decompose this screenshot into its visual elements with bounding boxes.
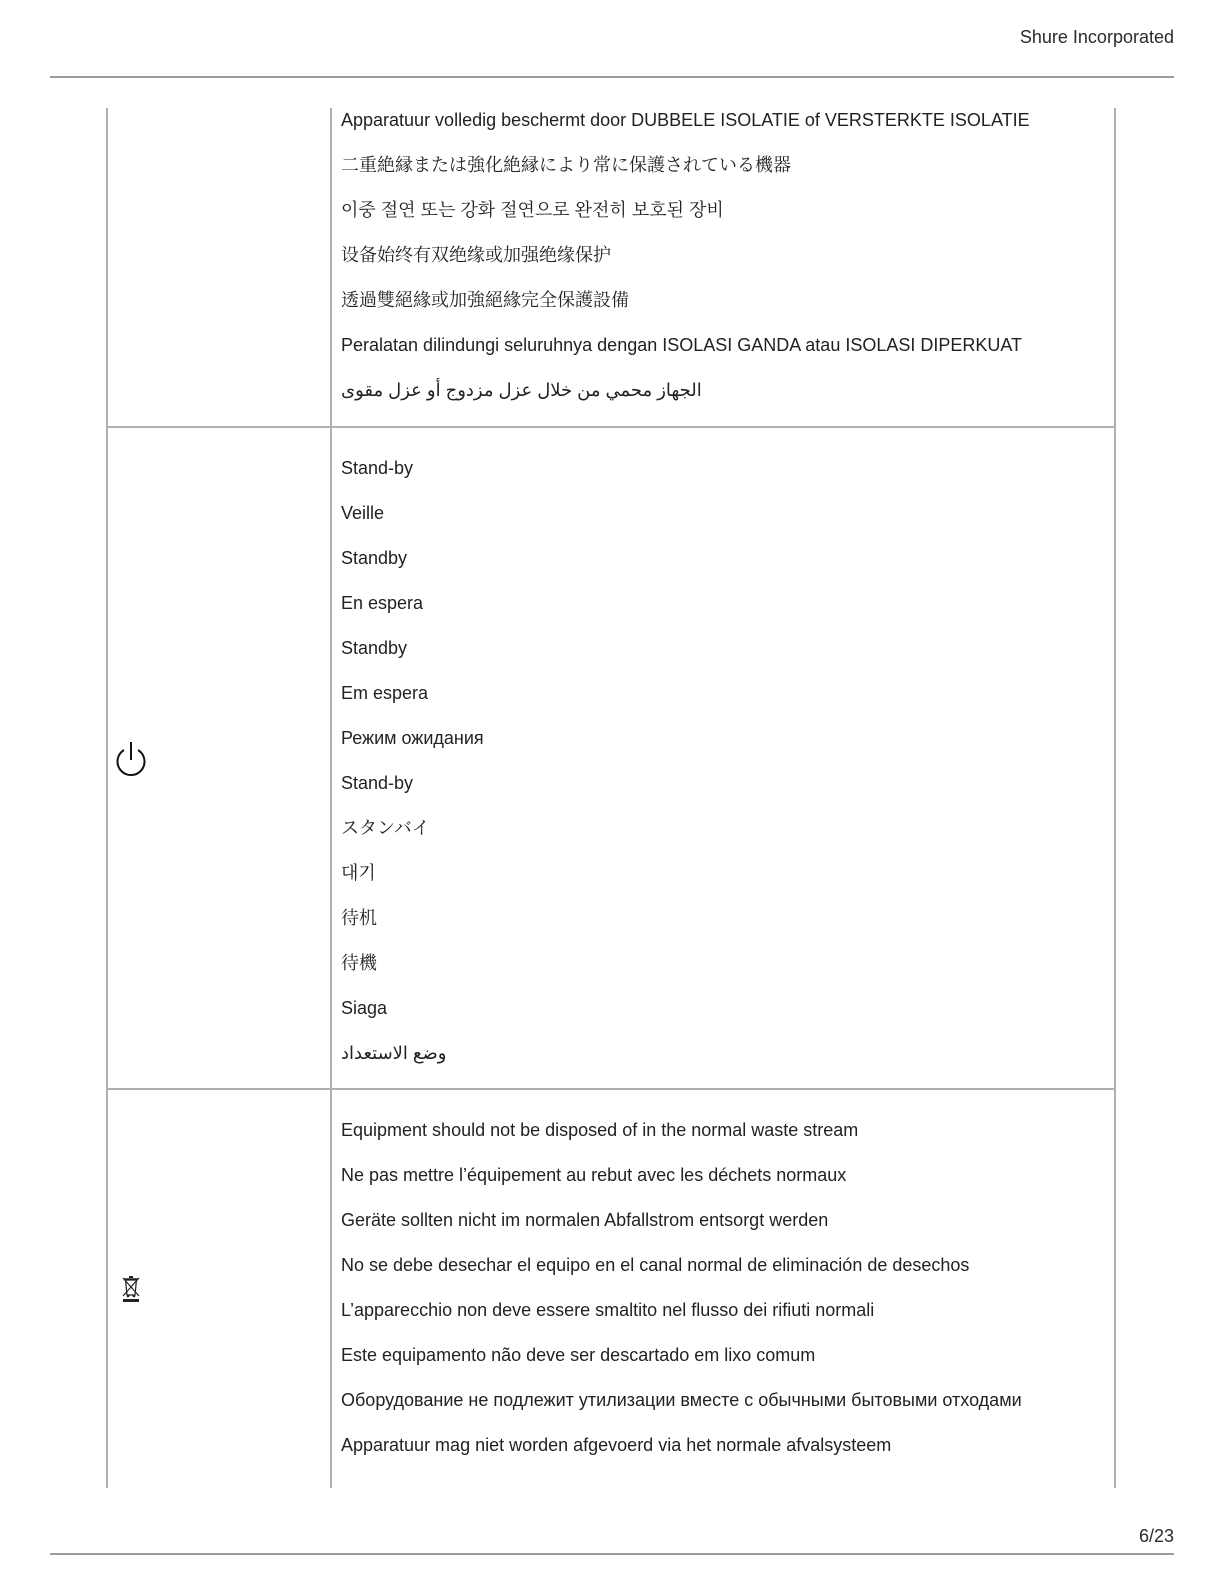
symbol-cell: [106, 428, 330, 1088]
description-line: Veille: [341, 503, 385, 523]
description-line: 이중 절연 또는 강화 절연으로 완전히 보호된 장비: [341, 200, 724, 220]
description-line: Режим ожидания: [341, 728, 484, 748]
header-rule: [50, 76, 1174, 78]
description-line: Apparatuur volledig beschermt door DUBBELE ISOLATIE of VERSTERKTE ISOLATIE: [341, 110, 1030, 130]
table-row-standby: [106, 428, 1116, 1088]
description-cell: [341, 1118, 1116, 1478]
description-line: 待机: [341, 908, 377, 928]
description-line: En espera: [341, 593, 424, 613]
description-line: Stand-by: [341, 773, 414, 793]
description-line: Geräte sollten nicht im normalen Abfallstrom entsorgt werden: [341, 1210, 829, 1230]
description-line: Оборудование не подлежит утилизации вместе с обычными бытовыми отходами: [341, 1390, 1022, 1410]
power-standby-icon: [114, 740, 148, 780]
symbol-cell: [106, 108, 330, 426]
description-line: Em espera: [341, 683, 429, 703]
description-line: 设备始终有双绝缘或加强绝缘保护: [341, 245, 611, 265]
weee-crossed-bin-icon: [121, 1275, 141, 1303]
description-line: الجهاز محمي من خلال عزل مزدوج أو عزل مقوى: [341, 380, 702, 400]
symbol-table: [106, 108, 1116, 1488]
description-line: Equipment should not be disposed of in the normal waste stream: [341, 1120, 859, 1140]
description-cell: [341, 456, 1116, 1086]
description-line: Apparatuur mag niet worden afgevoerd via het normale afvalsysteem: [341, 1435, 892, 1455]
header-company-name: Shure Incorporated: [1019, 27, 1174, 47]
description-line: L’apparecchio non deve essere smaltito nel flusso dei rifiuti normali: [341, 1300, 875, 1320]
footer-rule: [50, 1553, 1174, 1555]
table-row-double-insulation: [106, 108, 1116, 426]
description-line: Standby: [341, 548, 408, 568]
description-line: Ne pas mettre l’équipement au rebut avec les déchets normaux: [341, 1165, 847, 1185]
description-line: 透過雙絕緣或加強絕緣完全保護設備: [341, 290, 629, 310]
page-number: 6/23: [1138, 1526, 1174, 1546]
description-line: Este equipamento não deve ser descartado em lixo comum: [341, 1345, 816, 1365]
symbol-cell: [106, 1090, 330, 1488]
description-line: 二重絶縁または強化絶縁により常に保護されている機器: [341, 155, 791, 175]
description-line: 待機: [341, 953, 377, 973]
table-row-weee: [106, 1090, 1116, 1488]
description-cell: [341, 108, 1116, 423]
description-line: No se debe desechar el equipo en el canal normal de eliminación de desechos: [341, 1255, 970, 1275]
description-line: Standby: [341, 638, 408, 658]
description-line: スタンバイ: [341, 818, 430, 838]
description-line: وضع الاستعداد: [341, 1043, 447, 1063]
description-line: Siaga: [341, 998, 388, 1018]
description-line: Peralatan dilindungi seluruhnya dengan ISOLASI GANDA atau ISOLASI DIPERKUAT: [341, 335, 1023, 355]
description-line: 대기: [341, 863, 376, 883]
description-line: Stand-by: [341, 458, 414, 478]
